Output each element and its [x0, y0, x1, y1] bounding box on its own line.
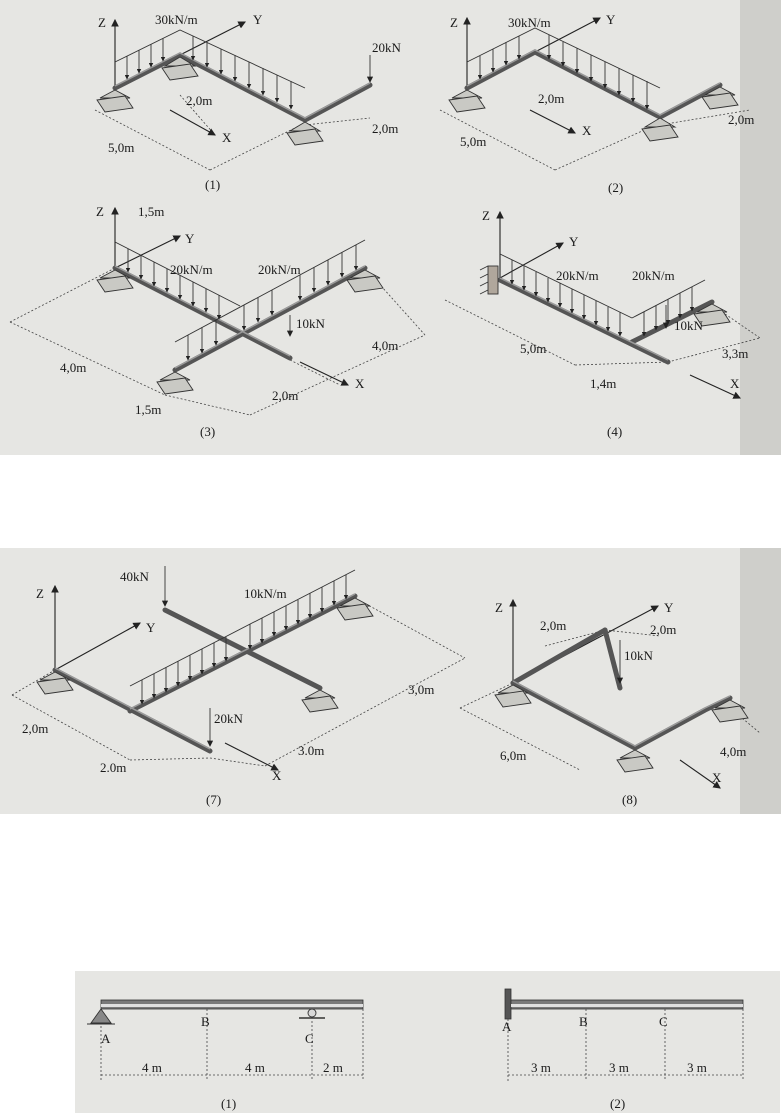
fig2-support: [642, 118, 678, 141]
fig4-dimension-label: 5,0m: [520, 341, 547, 356]
fig7-y-axis: [55, 623, 140, 670]
fig3-dim-line: [165, 395, 250, 415]
fig3-beam-cross: [175, 268, 365, 370]
fig7-dimension-label: 2,0m: [22, 721, 49, 736]
fig2-dimension-label: 2,0m: [728, 112, 755, 127]
fig8-x-label: X: [712, 770, 722, 785]
fig3-beam-highlight: [115, 266, 290, 356]
fig3-dimension-label: 1,5m: [135, 402, 162, 417]
fig7-x-label: X: [272, 768, 282, 783]
fig3-dimension-label: 1,5m: [138, 204, 165, 219]
fig8-point-load-label: 10kN: [624, 648, 653, 663]
fig7-y-label: Y: [146, 620, 156, 635]
fig2-caption: (2): [608, 180, 624, 195]
fig7-dim-line: [355, 598, 465, 658]
fig1-distributed-load-label: 30kN/m: [155, 12, 198, 27]
beam1-caption: (1): [221, 1096, 237, 1111]
fig1-z-label: Z: [98, 15, 106, 30]
fig8-y-label: Y: [664, 600, 674, 615]
fig4-fixed-support: [480, 266, 498, 294]
fig1-dimension-label: 5,0m: [108, 140, 135, 155]
beam-1: [87, 1000, 363, 1111]
fig8-dimension-label: 6,0m: [500, 748, 527, 763]
fig2-y-label: Y: [606, 12, 616, 27]
fig4-dimension-label: 1,4m: [590, 376, 617, 391]
figure-3: [10, 204, 425, 439]
fig1-x-axis: [170, 110, 215, 135]
beam1-roller-support-c: [308, 1009, 316, 1017]
fig4-z-label: Z: [482, 208, 490, 223]
fig4-distributed-load-line: [500, 254, 632, 318]
fig7-dimension-label: 3,0m: [408, 682, 435, 697]
beam2-fixed-support-a: [505, 989, 511, 1019]
figure-2: [440, 12, 754, 195]
fig8-beam-branch: [513, 630, 605, 683]
fig7-dimension-label: 3.0m: [298, 743, 325, 758]
page-edge-shadow: [740, 548, 781, 814]
page-edge-shadow: [740, 0, 781, 455]
beam1-label-c: C: [305, 1031, 314, 1046]
fig7-distributed-load-label: 10kN/m: [244, 586, 287, 601]
fig3-distributed-load-label: 20kN/m: [170, 262, 213, 277]
beam-2: [502, 989, 743, 1111]
fig8-z-label: Z: [495, 600, 503, 615]
fig7-distributed-load-line: [130, 570, 355, 686]
beam2-label-c: C: [659, 1014, 668, 1029]
fig3-caption: (3): [200, 424, 216, 439]
fig4-y-axis: [500, 243, 563, 278]
fig1-dimension-label: 2,0m: [186, 93, 213, 108]
fig2-dimension-label: 2,0m: [538, 91, 565, 106]
fig3-support: [157, 372, 193, 394]
beam2-span-label: 3 m: [609, 1060, 629, 1075]
fig8-dimension-label: 2,0m: [540, 618, 567, 633]
fig3-dim-line: [10, 322, 165, 395]
fig4-dimension-label: 3,3m: [722, 346, 749, 361]
fig1-distributed-load-line: [115, 30, 305, 88]
fig3-z-label: Z: [96, 204, 104, 219]
fig2-support: [449, 90, 485, 112]
fig7-beam-diagonal: [165, 610, 320, 688]
fig4-dim-line: [575, 362, 668, 365]
fig8-beam-arm: [605, 630, 620, 688]
fig3-dim-line: [290, 360, 340, 385]
figure-8: [460, 600, 760, 807]
fig3-distributed-load-arrows: [128, 245, 356, 360]
fig4-caption: (4): [607, 424, 623, 439]
middle-figures-svg: [0, 548, 781, 814]
fig2-beam: [467, 52, 720, 117]
fig2-x-label: X: [582, 123, 592, 138]
fig2-dim-line: [440, 110, 555, 170]
top-figures-svg: [0, 0, 781, 455]
top-figure-panel: [0, 0, 781, 455]
middle-figure-panel: [0, 548, 781, 814]
fig1-point-load-label: 20kN: [372, 40, 401, 55]
beam1-label-a: A: [101, 1031, 111, 1046]
beam2-label-b: B: [579, 1014, 588, 1029]
fig8-support: [617, 750, 653, 772]
fig1-support: [97, 90, 133, 112]
fig4-point-load-label: 10kN: [674, 318, 703, 333]
fig1-beam: [115, 55, 370, 120]
fig2-x-axis: [530, 110, 575, 133]
bottom-beam-panel: [75, 971, 780, 1113]
fig4-y-label: Y: [569, 234, 579, 249]
fig8-caption: (8): [622, 792, 638, 807]
beam1-label-b: B: [201, 1014, 210, 1029]
fig8-dimension-label: 4,0m: [720, 744, 747, 759]
fig1-y-label: Y: [253, 12, 263, 27]
fig3-distributed-load-line: [175, 240, 365, 342]
fig1-dim-line: [305, 118, 370, 125]
beam1-span-label: 4 m: [245, 1060, 265, 1075]
fig3-distributed-load-label: 20kN/m: [258, 262, 301, 277]
beam1-span-label: 2 m: [323, 1060, 343, 1075]
fig7-z-label: Z: [36, 586, 44, 601]
fig3-beam-main: [115, 268, 290, 358]
beam2-span-label: 3 m: [687, 1060, 707, 1075]
beam2-caption: (2): [610, 1096, 626, 1111]
fig7-caption: (7): [206, 792, 222, 807]
fig8-dimension-label: 2,0m: [650, 622, 677, 637]
fig3-beam-highlight: [175, 266, 365, 368]
beam1-highlight: [101, 1004, 363, 1007]
fig1-x-label: X: [222, 130, 232, 145]
figure-4: [445, 208, 760, 439]
fig3-dim-line: [250, 335, 425, 415]
fig3-dim-line: [10, 268, 115, 322]
fig2-z-label: Z: [450, 15, 458, 30]
beam2-highlight: [511, 1004, 743, 1007]
fig4-distributed-load-label: 20kN/m: [556, 268, 599, 283]
fig1-support: [287, 122, 323, 145]
fig3-dimension-label: 4,0m: [60, 360, 87, 375]
fig1-dimension-label: 2,0m: [372, 121, 399, 136]
fig7-point-load-label: 40kN: [120, 569, 149, 584]
beam1-pin-support-a: [91, 1009, 111, 1023]
beam1-span-label: 4 m: [142, 1060, 162, 1075]
fig2-dimension-label: 5,0m: [460, 134, 487, 149]
figure-1: [95, 12, 402, 192]
fig7-dimension-label: 2.0m: [100, 760, 127, 775]
fig3-dimension-label: 2,0m: [272, 388, 299, 403]
beam2-label-a: A: [502, 1019, 512, 1034]
fig2-distributed-load-label: 30kN/m: [508, 15, 551, 30]
fig1-caption: (1): [205, 177, 221, 192]
figure-7: [12, 566, 465, 807]
fig3-point-load-label: 10kN: [296, 316, 325, 331]
fig4-distributed-load-label: 20kN/m: [632, 268, 675, 283]
beam2-span-label: 3 m: [531, 1060, 551, 1075]
fig3-x-label: X: [355, 376, 365, 391]
bottom-beams-svg: [75, 971, 780, 1113]
fig7-support: [302, 690, 338, 712]
fig7-x-axis: [225, 743, 278, 770]
fig3-dimension-label: 4,0m: [372, 338, 399, 353]
fig4-x-label: X: [730, 376, 740, 391]
fig7-point-load-label: 20kN: [214, 711, 243, 726]
fig7-dim-line: [130, 758, 210, 760]
fig3-y-label: Y: [185, 231, 195, 246]
